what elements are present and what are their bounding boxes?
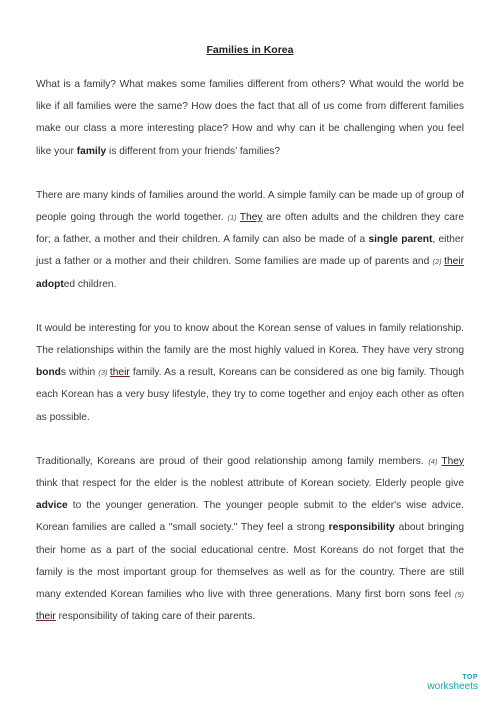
text-segment: to the younger generation. The younger people submit to the elder's wise advice. Korean families are called a "small society." They feel a strong (36, 500, 464, 534)
reference-number: (2) (432, 257, 445, 267)
logo-top-text: TOP (462, 674, 478, 681)
bold-term: family (76, 145, 107, 157)
text-segment: ed children. (63, 278, 117, 290)
pronoun-reference: their (36, 611, 56, 623)
paragraph-4 (36, 451, 464, 629)
text-segment: What is a family? What makes some families different from others? What would the world be like if all families were the same? How does the fact that all of us come from different families make our class a more interesting place? How and why can it be challenging when you feel like your (36, 79, 464, 157)
reference-number: (1) (227, 213, 240, 223)
text-segment: s within (60, 367, 99, 379)
bold-term: adopt (36, 278, 64, 290)
text-segment: There are many kinds of families around the world. A simple family can be made up of group of people going through the world together. (36, 189, 464, 224)
document-page (36, 44, 464, 650)
text-segment: is different from your friends’ families? (106, 145, 281, 157)
pronoun-reference: They (239, 212, 263, 224)
logo-brand-text: worksheets (427, 681, 478, 692)
text-segment: It would be interesting for you to know about the Korean sense of values in family relationship. The relationships within the family are the most highly valued in Korea. They have very strong (36, 322, 464, 357)
text-segment: responsibility of taking care of their parents. (55, 611, 256, 623)
bold-term: bond (36, 367, 61, 379)
text-segment: , either just a father or a mother and their children. Some families are made up of parents and (36, 234, 464, 268)
reference-number: (3) (98, 368, 110, 378)
paragraph-1 (36, 74, 464, 163)
paragraph-3 (36, 318, 464, 429)
topworksheets-logo (427, 673, 478, 691)
reference-number: (5) (454, 590, 464, 600)
page-title: Families in Korea (206, 44, 294, 56)
pronoun-reference: They (441, 455, 465, 467)
text-segment: think that respect for the elder is the noblest attribute of Korean society. Elderly people give (36, 478, 464, 490)
bold-term: single parent (368, 234, 433, 246)
text-segment: are often adults and the children they care for; a father, a mother and their children. A family can also be made of a (36, 212, 465, 246)
text-segment: family. As a result, Koreans can be considered as one big family. Though each Korean has a very busy lifestyle, they try to come together and enjoy each other as often as possible. (36, 367, 464, 423)
text-segment: Traditionally, Koreans are proud of their good relationship among family members. (36, 455, 429, 467)
bold-term: responsibility (328, 522, 395, 534)
pronoun-reference: their (444, 256, 464, 268)
paragraph-2 (36, 185, 464, 296)
text-segment: about bringing their home as a part of the social educational centre. Most Koreans do not forget that the family is the most important group for themselves as well as for the country. There are still many extended Korean families who live with three generations. Many first born sons feel (36, 522, 464, 601)
reference-number: (4) (428, 456, 442, 466)
bold-term: advice (36, 500, 68, 512)
pronoun-reference: their (109, 367, 130, 379)
